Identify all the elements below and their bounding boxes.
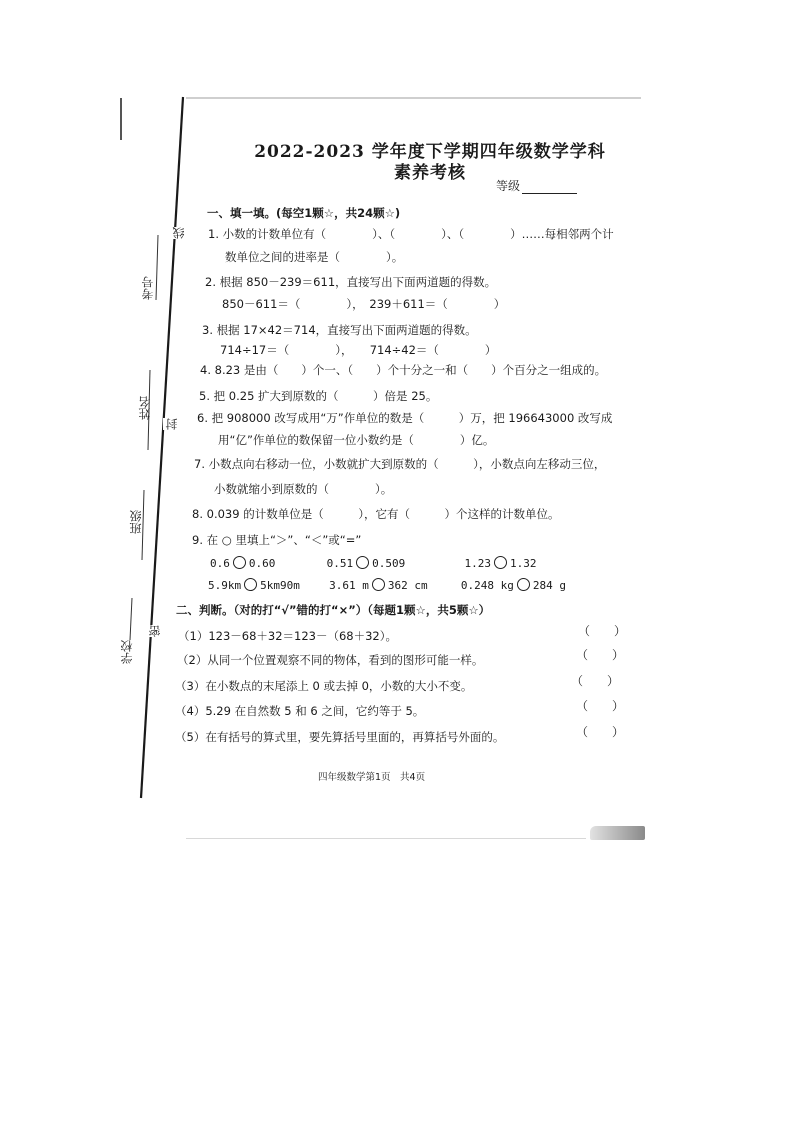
judge-4-answer[interactable]: （ ） [576,699,625,713]
exam-no-label: 考号 [141,276,155,300]
compare-circle-6[interactable] [517,578,530,591]
exam-subtitle: 素养考核 [394,163,466,183]
grade-field [496,177,577,194]
compare-circle-3[interactable] [494,556,507,569]
question-1: 1. 小数的计数单位有（ ）、（ ）、（ ）……每相邻两个计 [208,227,614,241]
judge-2: （2）从同一个位置观察不同的物体，看到的图形可能一样。 [177,653,484,667]
compare-right-3: 1.32 [510,557,537,570]
judge-5: （5）在有括号的算式里，要先算括号里面的，再算括号外面的。 [175,730,505,744]
judge-3-answer[interactable]: （ ） [571,674,620,688]
compare-right-1: 0.60 [248,557,276,570]
judge-3: （3）在小数点的末尾添上 0 或去掉 0，小数的大小不变。 [175,679,473,693]
question-7: 7. 小数点向右移动一位，小数就扩大到原数的（ ），小数点向左移动三位， [194,457,606,471]
compare-circle-2[interactable] [356,556,369,569]
question-7-cont: 小数就缩小到原数的（ ）。 [214,482,393,496]
section2-heading: 二、判断。（对的打“√”错的打“×”）（每题1颗☆，共5颗☆） [176,603,491,617]
compare-left-4: 5.9km [208,579,242,592]
compare-left-3: 1.23 [464,557,491,570]
question-3: 3. 根据 17×42＝714，直接写出下面两道题的得数。 [202,323,477,337]
judge-5-answer[interactable]: （ ） [576,725,625,739]
seal-mi: 密 [148,625,162,637]
compare-right-6: 284 g [532,579,566,592]
compare-row-2 [208,578,566,592]
compare-circle-5[interactable] [372,578,385,591]
question-2-answers: 850－611＝（ ）， 239＋611＝（ ） [222,297,506,311]
question-1-cont: 数单位之间的进率是（ ）。 [225,250,404,264]
question-9: 9. 在 ○ 里填上“＞”、“＜”或“=” [192,533,362,547]
page-footer: 四年级数学第1页 共4页 [318,772,426,783]
seal-xian: 线 [172,227,186,239]
judge-2-answer[interactable]: （ ） [576,648,625,662]
question-3-answers: 714÷17＝（ ）， 714÷42＝（ ） [220,343,497,357]
judge-4: （4）5.29 在自然数 5 和 6 之间，它约等于 5。 [175,704,425,718]
question-2: 2. 根据 850－239＝611，直接写出下面两道题的得数。 [205,275,497,289]
compare-right-2: 0.509 [372,557,406,570]
grade-label: 等级 [496,179,521,193]
name-label: 姓名 [138,396,152,420]
question-5: 5. 把 0.25 扩大到原数的（ ）倍是 25。 [199,389,438,403]
grade-blank[interactable] [522,182,577,194]
compare-circle-1[interactable] [233,556,246,569]
class-label: 班级 [129,510,143,534]
compare-left-1: 0.6 [210,557,230,570]
judge-1: （1）123－68＋32＝123－（68＋32）。 [178,629,397,643]
compare-left-5: 3.61 m [329,579,369,592]
question-6-cont: 用“亿”作单位的数保留一位小数约是（ ）亿。 [218,433,495,447]
question-4: 4. 8.23 是由（ ）个一、（ ）个十分之一和（ ）个百分之一组成的。 [200,363,607,377]
compare-right-4: 5km90m [260,579,300,592]
compare-left-6: 0.248 kg [460,579,514,592]
section1-heading: 一、填一填。(每空1颗☆，共24颗☆) [207,206,401,220]
compare-right-5: 362 cm [387,579,428,592]
question-6: 6. 把 908000 改写成用“万”作单位的数是（ ）万，把 196643000 改写成 [197,411,613,425]
compare-row-1 [210,556,537,570]
seal-feng: 封 [165,418,179,430]
question-8: 8. 0.039 的计数单位是（ ），它有（ ）个这样的计数单位。 [192,507,560,521]
compare-left-2: 0.51 [326,557,354,570]
school-label: 学校 [120,640,134,664]
compare-circle-4[interactable] [244,578,257,591]
judge-1-answer[interactable]: （ ） [578,624,627,638]
exam-title: 2022-2023 学年度下学期四年级数学学科 [254,142,606,162]
